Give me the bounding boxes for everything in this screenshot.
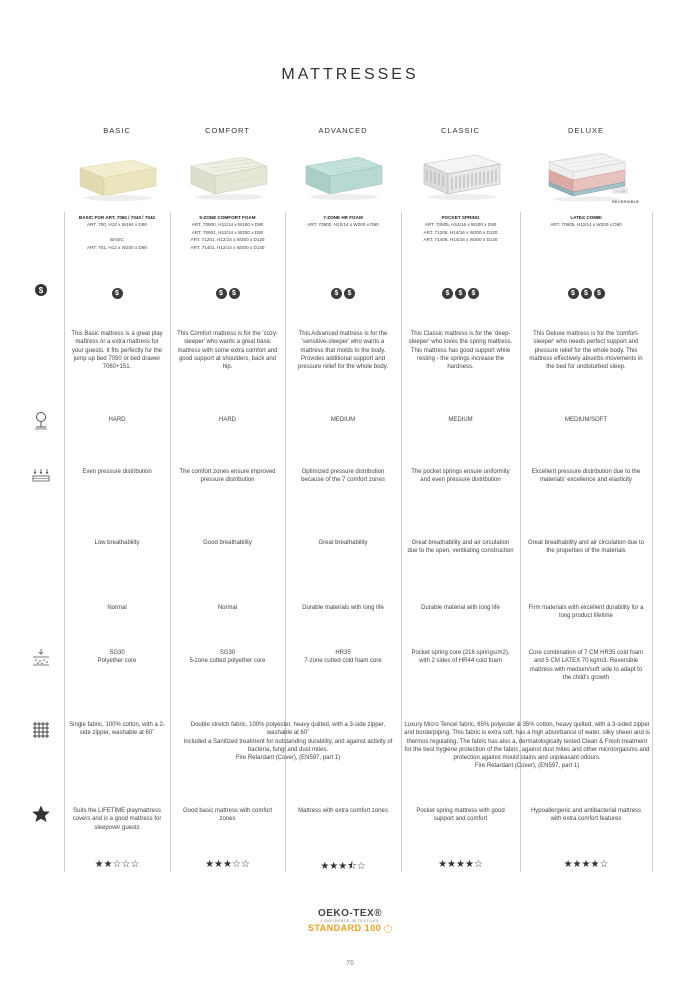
- article-info: [401, 214, 520, 244]
- column-title: ADVANCED: [318, 126, 368, 135]
- article-line: ART. 71401, H12/14 x W200 x D140: [190, 244, 265, 250]
- article-info: [170, 214, 285, 251]
- fabric-basic: Single fabric, 100% cotton, with a 2-side zipper, washable at 60˚: [69, 722, 165, 737]
- price-level: [401, 282, 520, 300]
- dollar-icon: $: [455, 288, 466, 299]
- breathability: Low breathability: [94, 540, 140, 546]
- breathability: Great breathability and air circulation due to the open, ventilating construction: [407, 540, 514, 555]
- core: HR35 7-zone cutted cold foam core: [304, 650, 382, 665]
- fabric-classic-deluxe: Luxury Micro Tencel fabric, 65% polyester & 35% cotton, heavy quilted, with a 3-sided zipper and borderpiping. This fabric is extra soft, has a high absorbance of water, silky sheen and is thermos regulating. The fabric has also a, dermatologically tested Clean & Fresh treatment for the best hygiene protection of the fabric, against dust mites and other microorgaisms and protection against mould stains and unpleasant odours. Fire Retardant (Cover), (EN597, part 1): [404, 722, 650, 770]
- fabric-comfort-advanced: Double stretch fabric, 100% polyester, heavy quilted, with a 3-side zipper, washable at 60˚ Included a Sanitized treatment for outstanding durability, and against activity of bacteria, fungi and dust mites. Fire Retardant (Cover), (EN597, part 1): [183, 722, 393, 762]
- firmness: MEDIUM: [448, 417, 473, 423]
- article-line: ART. 700, H12 x W194 x D90: [87, 222, 147, 228]
- dollar-icon: $: [112, 288, 123, 299]
- dollar-icon: $: [594, 288, 605, 299]
- durability: Durable material with long life: [421, 605, 500, 611]
- benefit: Hypoallergenic and antibacterial mattress with extra comfort features: [530, 808, 642, 823]
- article-line: ART. 70900, H12/14 x W190 x D90: [191, 222, 264, 228]
- article-line: ART. 70905, H14/16 x W200 x D90: [424, 222, 497, 228]
- firmness: MEDIUM/SOFT: [565, 417, 607, 423]
- deluxe-mattress-image: [541, 146, 631, 206]
- pressure-icon: [31, 465, 51, 485]
- firmness-icon: [31, 410, 51, 430]
- dollar-icon: $: [216, 288, 227, 299]
- svg-text:$: $: [38, 286, 44, 295]
- price-level: [170, 282, 285, 300]
- durability: Normal: [217, 605, 238, 611]
- fabric-grid-icon: [31, 720, 51, 740]
- dollar-icon: $: [581, 288, 592, 299]
- benefit: Mattress with extra comfort zones: [298, 808, 388, 814]
- price-icon: [31, 280, 51, 300]
- rating-stars: ★★☆☆☆: [94, 859, 140, 870]
- durability: Firm materials with excellent durability for a long product lifetime: [528, 605, 644, 620]
- column-comfort: [170, 0, 285, 990]
- benefit: Pocket spring mattress with good support and comfort: [416, 808, 505, 823]
- column-divider: [652, 212, 653, 872]
- column-deluxe: [520, 0, 652, 990]
- description: This Deluxe mattress is for the 'comfort-sleeper' who needs perfect support and pressure relief for the whole body. This mattress effectively absorbs movements in the bed for undisturbed sleep.: [529, 331, 643, 371]
- rating-stars: ★★★★☆: [438, 859, 483, 870]
- advanced-mattress-image: [298, 146, 388, 206]
- description: This Advanced mattress is for the 'sensitive-sleeper' who wants a mattress that molds to the body. Provides additional support and pressure relief for the whole body.: [298, 331, 388, 371]
- column-title: CLASSIC: [440, 126, 481, 135]
- column-basic: [64, 0, 170, 990]
- article-info: [520, 214, 652, 229]
- breathability: Good breathability: [203, 540, 252, 546]
- sun-icon: [384, 925, 392, 933]
- firmness: HARD: [218, 417, 236, 423]
- column-advanced: [285, 0, 401, 990]
- rating-stars: ★★★★☆: [563, 859, 609, 870]
- column-classic: [401, 0, 520, 990]
- durability: Durable materials with long life: [302, 605, 384, 611]
- description: This Classic mattress is for the 'deep-sleeper' who loves the spring mattress. This mattress has good support while resting - the springs increase the hardness.: [408, 331, 513, 371]
- article-type: POCKET SPRING: [441, 215, 480, 220]
- article-line: ART. 71206, H14/16 x W200 x D120: [423, 229, 498, 235]
- core-icon: [31, 648, 51, 668]
- article-line: [64, 229, 170, 236]
- column-title: DELUXE: [567, 126, 604, 135]
- article-line: ART. 71406, H14/16 x W200 x D140: [423, 237, 498, 243]
- basic-mattress-image: [72, 146, 162, 206]
- article-type: 7-ZONE HR FOAM: [323, 215, 363, 220]
- star-icon: [31, 804, 51, 824]
- rating-stars: ★★★⯪☆: [320, 861, 366, 872]
- page-title: MATTRESSES: [281, 66, 419, 83]
- oeko-tex-standard: STANDARD 100: [300, 923, 400, 933]
- breathability: Great breathability and air circulation due to the properties of the materials: [527, 540, 645, 555]
- oeko-tex-badge: [300, 908, 400, 933]
- dollar-icon: $: [568, 288, 579, 299]
- dollar-icon: $: [331, 288, 342, 299]
- classic-mattress-image: [416, 146, 506, 206]
- core: SG30 5-zone cutted polyether core: [189, 650, 266, 665]
- benefit: Good basic mattress with comfort zones: [182, 808, 273, 823]
- durability: Normal: [107, 605, 127, 611]
- rating-stars: ★★★☆☆: [205, 859, 250, 870]
- reversible-label: REVERSIBLE: [612, 200, 640, 204]
- dollar-icon: $: [468, 288, 479, 299]
- description: This Comfort mattress is for the 'cozy-sleeper' who wants a great basic mattress with some extra comfort and good support at shoulders, back and hip.: [177, 331, 278, 371]
- column-title: BASIC: [103, 126, 131, 135]
- comfort-mattress-image: [183, 146, 273, 206]
- article-type: BASIC FOR ART. 7060 / 7040 / 7042: [78, 215, 156, 220]
- column-title: COMFORT: [205, 126, 250, 135]
- pressure: Excellent pressure distribution due to the materials' excellence and elasticity: [531, 469, 641, 484]
- pressure: The pocket springs ensure uniformity and even pressure distribution: [411, 469, 510, 484]
- price-level: [64, 282, 170, 300]
- pressure: Even pressure distribution: [82, 469, 152, 475]
- dollar-icon: $: [344, 288, 355, 299]
- oeko-tex-subtitle: CONFIDENCE IN TEXTILES: [320, 919, 380, 923]
- article-type: LATEX COMBI: [570, 215, 602, 220]
- article-line: ART. 701, H12 x W200 x D90: [87, 244, 147, 250]
- price-level: [285, 282, 401, 300]
- pressure: Optimized pressure distribution because of the 7 comfort zones: [301, 469, 385, 484]
- article-line: ART. 70905, H12/14 x W200 x D90: [550, 222, 622, 228]
- breathability: Great breathability: [318, 540, 368, 546]
- benefit: Suits the LIFETIME playmattress covers and is a good mattress for sleepover guests: [72, 808, 162, 831]
- firmness: HARD: [108, 417, 126, 423]
- price-level: [520, 282, 652, 300]
- article-line: ART. 71201, H12/14 x W200 x D120: [190, 237, 265, 243]
- dollar-icon: $: [229, 288, 240, 299]
- core: Pocket spring core (216 springs/m2), with 2 sides of HR44 cold foam: [411, 650, 510, 665]
- core: SG30 Polyether core: [97, 650, 137, 665]
- article-info: [64, 214, 170, 251]
- core: Core combination of 7 CM HR35 cold foam and 5 CM LATEX 70 kg/m3. Reversible mattress with medium/soft side to adapt to the child's growth: [528, 650, 644, 681]
- article-line: ART. 70901, H12/14 x W200 x D90: [191, 229, 264, 235]
- dollar-icon: $: [442, 288, 453, 299]
- firmness: MEDIUM: [330, 417, 356, 423]
- pressure: The comfort zones ensure improved pressure distribution: [179, 469, 276, 484]
- article-line: ART. 70902, H12/14 x W200 x D90: [307, 222, 379, 228]
- article-info: [285, 214, 401, 229]
- page-number: 76: [346, 960, 354, 967]
- oeko-tex-title: OEKO-TEX®: [317, 908, 383, 919]
- article-line: BASIC: [110, 237, 124, 243]
- article-type: 5-ZONE COMFORT FOAM: [199, 215, 256, 220]
- description: This Basic mattress is a great play mattress or a extra mattress for your guests. It fits perfectly for the jump up bed 7050 or bed drawer 7060+151.: [71, 331, 163, 371]
